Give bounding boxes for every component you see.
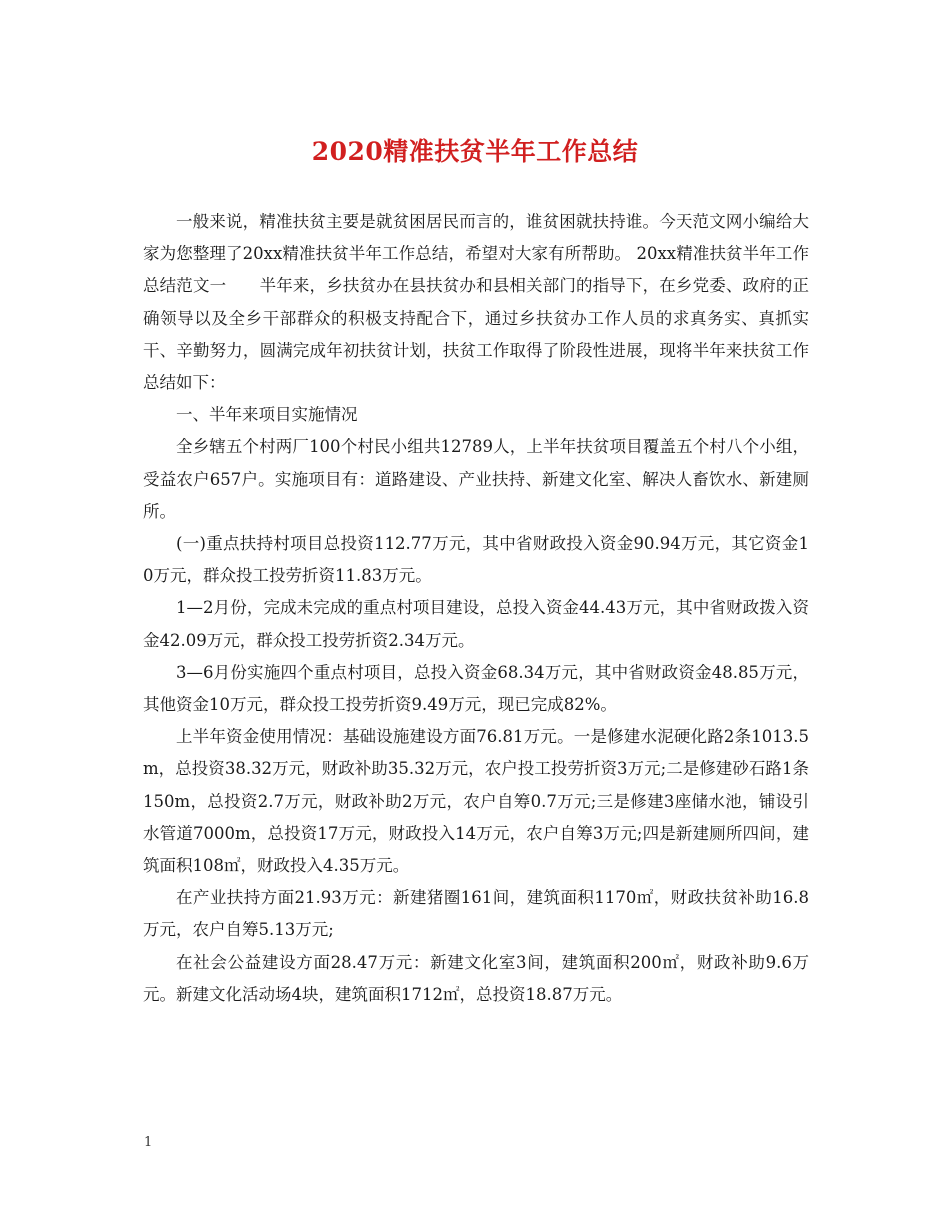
paragraph-industry-support: 在产业扶持方面21.93万元：新建猪圈161间，建筑面积1170㎡，财政扶贫补助16.8万元，农户自筹5.13万元; — [143, 888, 809, 940]
paragraph-intro: 一般来说，精准扶贫主要是就贫困居民而言的，谁贫困就扶持谁。今天范文网小编给大家为您整理了20xx精准扶贫半年工作总结，希望对大家有所帮助。 20xx精准扶贫半年工作总结范文一 半年来，乡扶贫办在县扶贫办和县相关部门的指导下，在乡党委、政府的正确领导以及全乡干部群众的积极支持配合下，通过乡扶贫办工作人员的求真务实、真抓实干、辛勤努力，圆满完成年初扶贫计划，扶贫工作取得了阶段性进展，现将半年来扶贫工作总结如下： — [143, 212, 809, 393]
paragraph-key-villages: (一)重点扶持村项目总投资112.77万元，其中省财政投入资金90.94万元，其它资金10万元，群众投工投劳折资11.83万元。 — [143, 534, 809, 586]
paragraph-jan-feb: 1—2月份，完成未完成的重点村项目建设，总投入资金44.43万元，其中省财政拨入资金42.09万元，群众投工投劳折资2.34万元。 — [143, 598, 809, 650]
paragraph-overview: 全乡辖五个村两厂100个村民小组共12789人，上半年扶贫项目覆盖五个村八个小组，受益农户657户。实施项目有：道路建设、产业扶持、新建文化室、解决人畜饮水、新建厕所。 — [143, 437, 809, 521]
document-body — [143, 206, 809, 1011]
paragraph-public-welfare: 在社会公益建设方面28.47万元：新建文化室3间，建筑面积200㎡，财政补助9.6万元。新建文化活动场4块，建筑面积1712㎡，总投资18.87万元。 — [143, 952, 809, 1004]
paragraph-fund-usage: 上半年资金使用情况：基础设施建设方面76.81万元。一是修建水泥硬化路2条1013.5m，总投资38.32万元，财政补助35.32万元，农户投工投劳折资3万元;二是修建砂石路1条150m，总投资2.7万元，财政补助2万元，农户自筹0.7万元;三是修建3座储水池，铺设引水管道7000m，总投资17万元，财政投入14万元，农户自筹3万元;四是新建厕所四间，建筑面积108㎡，财政投入4.35万元。 — [143, 727, 809, 876]
document-title: 2020精准扶贫半年工作总结 — [311, 137, 639, 166]
paragraph-section-heading: 一、半年来项目实施情况 — [176, 405, 358, 425]
page-number: 1 — [144, 1135, 153, 1150]
paragraph-mar-jun: 3—6月份实施四个重点村项目，总投入资金68.34万元，其中省财政资金48.85万元，其他资金10万元，群众投工投劳折资9.49万元，现已完成82%。 — [143, 662, 809, 715]
